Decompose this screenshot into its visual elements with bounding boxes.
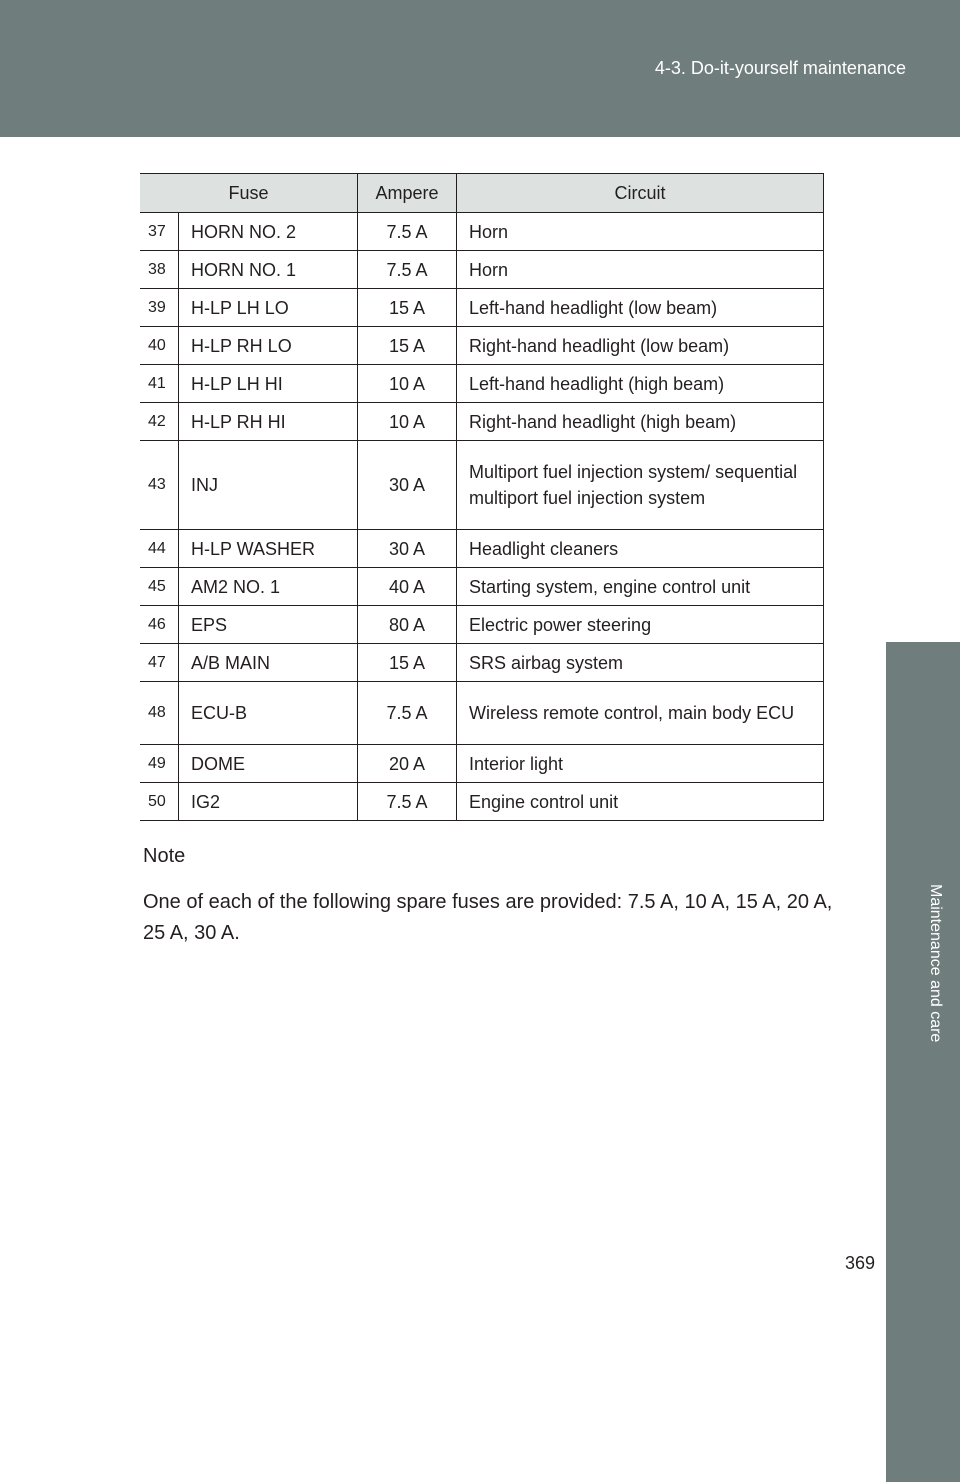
fuse-name: EPS xyxy=(179,606,358,644)
fuse-number: 44 xyxy=(140,530,179,568)
table-row xyxy=(140,441,824,530)
chapter-label-box xyxy=(886,774,960,1482)
fuse-ampere: 7.5 A xyxy=(358,783,457,821)
fuse-name: IG2 xyxy=(179,783,358,821)
fuse-circuit: Right-hand headlight (high beam) xyxy=(457,403,824,441)
fuse-ampere: 7.5 A xyxy=(358,251,457,289)
fuse-number: 45 xyxy=(140,568,179,606)
fuse-circuit: Left-hand headlight (low beam) xyxy=(457,289,824,327)
table-row xyxy=(140,568,824,606)
fuse-number: 41 xyxy=(140,365,179,403)
fuse-ampere: 30 A xyxy=(358,530,457,568)
chapter-number-box xyxy=(886,642,960,774)
fuse-circuit: Horn xyxy=(457,251,824,289)
table-row xyxy=(140,606,824,644)
fuse-number: 39 xyxy=(140,289,179,327)
table-row xyxy=(140,213,824,251)
table-row xyxy=(140,327,824,365)
fuse-ampere: 15 A xyxy=(358,644,457,682)
chapter-label: Maintenance and care xyxy=(927,884,944,1043)
fuse-ampere: 10 A xyxy=(358,403,457,441)
table-row xyxy=(140,644,824,682)
table-row xyxy=(140,251,824,289)
table-row xyxy=(140,289,824,327)
fuse-circuit: Headlight cleaners xyxy=(457,530,824,568)
fuse-number: 50 xyxy=(140,783,179,821)
fuse-ampere: 40 A xyxy=(358,568,457,606)
fuse-name: HORN NO. 2 xyxy=(179,213,358,251)
fuse-ampere: 30 A xyxy=(358,441,457,530)
fuse-number: 42 xyxy=(140,403,179,441)
fuse-ampere: 80 A xyxy=(358,606,457,644)
header-bar xyxy=(0,0,960,137)
fuse-name: H-LP RH LO xyxy=(179,327,358,365)
fuse-number: 46 xyxy=(140,606,179,644)
fuse-name: ECU-B xyxy=(179,682,358,745)
fuse-number: 38 xyxy=(140,251,179,289)
fuse-ampere: 15 A xyxy=(358,327,457,365)
fuse-circuit: Left-hand headlight (high beam) xyxy=(457,365,824,403)
section-title: 4-3. Do-it-yourself maintenance xyxy=(654,58,906,78)
fuse-number: 43 xyxy=(140,441,179,530)
fuse-number: 48 xyxy=(140,682,179,745)
fuse-circuit: Horn xyxy=(457,213,824,251)
fuse-ampere: 20 A xyxy=(358,745,457,783)
fuse-number: 49 xyxy=(140,745,179,783)
table-row xyxy=(140,745,824,783)
fuse-circuit: SRS airbag system xyxy=(457,644,824,682)
note-text: One of each of the following spare fuses are provided: 7.5 A, 10 A, 15 A, 20 A, 25 A, 30 A. xyxy=(143,891,833,944)
fuse-circuit: Engine control unit xyxy=(457,783,824,821)
fuse-number: 40 xyxy=(140,327,179,365)
column-header-circuit: Circuit xyxy=(457,174,824,213)
fuse-name: H-LP WASHER xyxy=(179,530,358,568)
fuse-circuit: Wireless remote control, main body ECU xyxy=(457,682,824,745)
table-row xyxy=(140,365,824,403)
table-row xyxy=(140,530,824,568)
fuse-name: DOME xyxy=(179,745,358,783)
fuse-circuit: Interior light xyxy=(457,745,824,783)
fuse-circuit: Starting system, engine control unit xyxy=(457,568,824,606)
table-row xyxy=(140,682,824,745)
fuse-name: INJ xyxy=(179,441,358,530)
fuse-ampere: 15 A xyxy=(358,289,457,327)
fuse-table xyxy=(140,173,824,821)
fuse-circuit: Right-hand headlight (low beam) xyxy=(457,327,824,365)
fuse-ampere: 10 A xyxy=(358,365,457,403)
fuse-name: H-LP RH HI xyxy=(179,403,358,441)
fuse-name: HORN NO. 1 xyxy=(179,251,358,289)
fuse-circuit: Multiport fuel injection system/ sequential multiport fuel injection system xyxy=(457,441,824,530)
side-tab xyxy=(886,137,960,1345)
table-row xyxy=(140,403,824,441)
fuse-ampere: 7.5 A xyxy=(358,213,457,251)
table-header-row xyxy=(140,174,824,213)
table-row xyxy=(140,783,824,821)
fuse-circuit: Electric power steering xyxy=(457,606,824,644)
fuse-name: H-LP LH LO xyxy=(179,289,358,327)
note-title: Note xyxy=(143,845,186,867)
page-number: 369 xyxy=(844,1253,875,1273)
column-header-ampere: Ampere xyxy=(358,174,457,213)
column-header-fuse: Fuse xyxy=(140,174,358,213)
fuse-ampere: 7.5 A xyxy=(358,682,457,745)
fuse-name: AM2 NO. 1 xyxy=(179,568,358,606)
fuse-number: 47 xyxy=(140,644,179,682)
fuse-number: 37 xyxy=(140,213,179,251)
fuse-name: A/B MAIN xyxy=(179,644,358,682)
fuse-name: H-LP LH HI xyxy=(179,365,358,403)
